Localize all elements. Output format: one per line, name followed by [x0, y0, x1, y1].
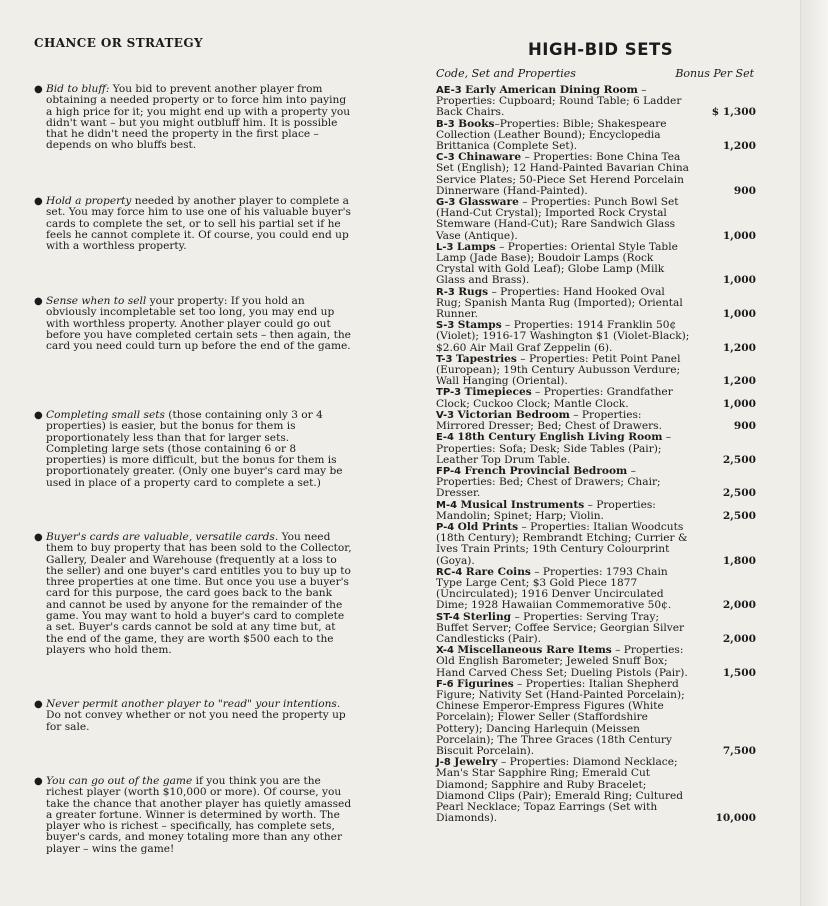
- tip-bid-to-bluff: [34, 84, 352, 152]
- tip-text: You need them to buy property that has been sold to the Collector, Gallery, Dealer and Warehouse (frequently at a loss to the seller) and one buyer's card entitles you to buy up to three properties at one time. But once you use a buyer's card for this purpose, the card goes back to the bank and cannot be used by anyone for the remainder of the game. You may want to hold a buyer's card to complete a set. Buyer's cards cannot be sold at any time but, at the end of the game, they are worth $500 each to the players who hold them.: [46, 531, 352, 656]
- tip-lead: You can go out of the game: [46, 775, 193, 787]
- column-header-set: Code, Set and Properties: [436, 67, 576, 80]
- set-properties: – Properties: Mirrored Dresser; Bed; Chest of Drawers.: [436, 408, 662, 433]
- tip-text: You bid to prevent another player from obtaining a needed property or to force him into paying a high price for it; you might end up with a property you didn't want – but you might outbluff him. It is possible that he didn't need the property in the first place – depends on who bluffs best.: [46, 83, 351, 152]
- set-entry: [436, 387, 756, 409]
- tip-text: (those containing only 3 or 4 properties) is easier, but the bonus for them is proportionately less than that for larger sets. Completing large sets (those containing 6 or 8 properties) is more difficult, but the bonus for them is proportionately greater. (Only one buyer's card may be used in place of a property card to complete a set.): [46, 409, 343, 489]
- set-name: Musical Instruments: [460, 498, 585, 511]
- set-code: F-6: [436, 678, 454, 690]
- set-bonus: 900: [733, 184, 756, 197]
- set-properties: – Properties: Mandolin; Spinet; Harp; Violin.: [436, 498, 656, 522]
- tip-lead: Buyer's cards are valuable, versatile cards.: [46, 531, 279, 543]
- set-properties: – Properties: Bed; Chest of Drawers; Chair; Dresser.: [436, 464, 661, 500]
- set-bonus: 1,200: [722, 140, 756, 153]
- bullet-icon: ●: [34, 296, 43, 307]
- set-bonus: 2,500: [722, 453, 756, 466]
- set-name: Rare Coins: [465, 565, 531, 578]
- tip-text: if you think you are the richest player (worth $10,000 or more). Of course, you take the chance that another player has quietly amassed a greater fortune. Winner is determined by worth. The player who is richest – specifically, has complete sets, buyer's cards, and money totaling more than any other player – wins the game!: [46, 775, 352, 855]
- set-name: Figurines: [457, 677, 514, 690]
- sets-list: [436, 85, 756, 824]
- bullet-icon: ●: [34, 84, 43, 95]
- set-code: P-4: [436, 521, 455, 533]
- set-code: RC-4: [436, 566, 463, 578]
- set-bonus: 2,500: [722, 487, 756, 500]
- set-name: 18th Century English Living Room: [457, 431, 663, 444]
- set-bonus: 1,800: [722, 554, 756, 567]
- set-properties: – Properties: Diamond Necklace; Man's Star Sapphire Ring; Emerald Cut Diamond; Sapphire and Ruby Bracelet; Diamond Clips (Pair); Emerald Ring; Cultured Pearl Necklace; Topaz Earrings (Set with Diamonds).: [436, 756, 684, 825]
- set-properties: – Properties: Italian Shepherd Figure; Nativity Set (Hand-Painted Porcelain); Chinese Emperor-Empress Figures (White Porcelain); Flower Seller (Staffordshire Pottery); Dancing Harlequin (Meissen Porcelain); The Three Graces (18th Century Biscuit Porcelain).: [436, 677, 685, 757]
- set-code: L-3: [436, 241, 454, 253]
- set-entry: [436, 679, 756, 757]
- set-bonus: 7,500: [722, 744, 756, 757]
- set-properties: – Properties: Petit Point Panel (European); 19th Century Aubusson Verdure; Wall Hanging (Oriental).: [436, 352, 681, 388]
- set-properties: – Properties: Italian Woodcuts (18th Century); Rembrandt Etching; Currier & Ives Train Prints; 19th Century Colourprint (Goya).: [436, 520, 688, 567]
- set-entry: [436, 466, 756, 500]
- set-bonus: 1,000: [722, 397, 756, 410]
- set-code: C-3: [436, 152, 455, 164]
- set-name: Early American Dining Room: [465, 84, 638, 96]
- set-properties: – Properties: Bone China Tea Set (English); 12 Hand-Painted Bavarian China Service Plates; 50-Piece Set Herend Porcelain Dinnerware (Hand-Painted).: [436, 151, 689, 197]
- set-name: Miscellaneous Rare Items: [457, 644, 612, 657]
- set-name: Timepieces: [464, 386, 532, 399]
- tip-lead: Sense when to sell: [46, 295, 147, 307]
- set-properties: –Properties: Bible; Shakespeare Collection (Leather Bound); Encyclopedia Brittanica (Complete Set).: [436, 117, 667, 153]
- set-entry: [436, 612, 756, 646]
- tip-go-out-of-game: [34, 776, 352, 855]
- set-name: Old Prints: [457, 520, 519, 533]
- set-entry: [436, 522, 756, 567]
- set-code: M-4: [436, 499, 458, 511]
- set-properties: – Properties: Hand Hooked Oval Rug; Spanish Manta Rug (Imported); Oriental Runner.: [436, 285, 683, 321]
- bullet-icon: ●: [34, 410, 43, 421]
- set-code: J-8: [436, 757, 451, 769]
- tip-hold-property: [34, 196, 352, 252]
- set-properties: – Properties: Old English Barometer; Jeweled Snuff Box; Hand Carved Chess Set; Dueling Pistols (Pair).: [436, 644, 688, 679]
- set-name: Glassware: [458, 196, 519, 209]
- set-entry: [436, 354, 756, 388]
- tip-buyers-cards: [34, 532, 352, 656]
- set-entry: [436, 197, 756, 242]
- bullet-icon: ●: [34, 699, 43, 710]
- tip-never-permit: [34, 699, 352, 733]
- set-entry: [436, 287, 756, 321]
- set-properties: – Properties: 1914 Franklin 50¢ (Violet); 1916-17 Washington $1 (Violet-Black); $2.60 Air Mail Graf Zeppelin (6).: [436, 319, 690, 354]
- set-name: Books: [458, 117, 495, 130]
- set-bonus: 1,000: [722, 308, 756, 321]
- tip-text: Do not convey whether or not you need the property up for sale.: [46, 709, 346, 733]
- set-entry: [436, 757, 756, 824]
- set-code: ST-4: [436, 611, 460, 623]
- set-properties: – Properties: Grandfather Clock; Cuckoo Clock; Mantle Clock.: [436, 386, 673, 410]
- tip-sense-when-to-sell: [34, 296, 352, 352]
- set-properties: – Properties: Oriental Style Table Lamp (Jade Base); Boudoir Lamps (Rock Crystal with Gold Leaf); Globe Lamp (Milk Glass and Brass).: [436, 240, 678, 287]
- set-bonus: 2,000: [722, 599, 756, 612]
- set-code: T-3: [436, 353, 453, 365]
- bullet-icon: ●: [34, 776, 43, 787]
- tip-lead: Hold a property: [46, 195, 132, 207]
- set-code: V-3: [436, 409, 455, 421]
- section-heading: CHANCE OR STRATEGY: [34, 36, 203, 50]
- set-code: FP-4: [436, 465, 462, 477]
- tip-text: needed by another player to complete a set. You may force him to use one of his valuable buyer's cards to complete the set, or to sell his partial set if he feels he cannot complete it. Of course, you could end up with a worthless property.: [46, 195, 351, 253]
- set-bonus: 1,000: [722, 229, 756, 242]
- tip-completing-small-sets: [34, 410, 352, 489]
- column-header-bonus: Bonus Per Set: [675, 67, 754, 80]
- set-code: G-3: [436, 197, 456, 209]
- set-entry: [436, 567, 756, 612]
- table-header: [436, 67, 754, 80]
- tip-lead: Bid to bluff:: [46, 83, 110, 95]
- set-name: Tapestries: [455, 352, 517, 365]
- set-name: Sterling: [463, 610, 512, 623]
- set-bonus: 10,000: [715, 812, 756, 825]
- tip-lead: Never permit another player to "read" your intentions.: [46, 698, 341, 710]
- set-bonus: 1,000: [722, 274, 756, 287]
- bullet-icon: ●: [34, 532, 43, 543]
- set-properties: – Properties: Serving Tray; Buffet Server; Coffee Service; Georgian Silver Candlesticks (Pair).: [436, 610, 685, 645]
- set-name: Chinaware: [458, 151, 522, 164]
- set-bonus: 1,500: [722, 666, 756, 679]
- set-code: S-3: [436, 320, 455, 332]
- set-entry: [436, 320, 756, 354]
- set-entry: [436, 242, 756, 287]
- set-properties: – Properties: 1793 Chain Type Large Cent; $3 Gold Piece 1877 (Uncirculated); 1916 Denver Uncirculated Dime; 1928 Hawaiian Commemorative 50¢.: [436, 565, 672, 612]
- set-code: B-3: [436, 118, 455, 130]
- set-code: TP-3: [436, 387, 462, 399]
- set-entry: [436, 410, 756, 432]
- set-name: Jewelry: [454, 756, 498, 769]
- set-entry: [436, 119, 756, 153]
- tip-text: your property: If you hold an obviously incompletable set too long, you may end up with worthless property. Another player could go out before you have completed certain sets – then again, the card you need could turn up before the end of the game.: [46, 295, 351, 353]
- set-code: AE-3: [436, 85, 462, 96]
- page-title: HIGH-BID SETS: [528, 40, 674, 59]
- set-bonus: 900: [733, 420, 756, 433]
- set-bonus: 1,200: [722, 341, 756, 354]
- set-entry: [436, 85, 756, 119]
- set-code: X-4: [436, 645, 455, 657]
- set-entry: [436, 500, 756, 522]
- set-bonus: $ 1,300: [711, 106, 756, 119]
- set-properties: – Properties: Punch Bowl Set (Hand-Cut Crystal); Imported Rock Crystal Stemware (Hand-Cut); Rare Sandwich Glass Vase (Antique).: [436, 196, 679, 242]
- set-properties: – Properties: Sofa; Desk; Side Tables (Pair); Leather Top Drum Table.: [436, 431, 672, 466]
- tip-lead: Completing small sets: [46, 409, 165, 421]
- bullet-icon: ●: [34, 196, 43, 207]
- set-name: Victorian Bedroom: [457, 408, 570, 421]
- set-bonus: 2,500: [722, 509, 756, 522]
- set-name: French Provincial Bedroom: [464, 464, 628, 477]
- set-entry: [436, 152, 756, 197]
- set-bonus: 2,000: [722, 632, 756, 645]
- set-name: Rugs: [458, 285, 489, 298]
- set-properties: – Properties: Cupboard; Round Table; 6 Ladder Back Chairs.: [436, 84, 682, 119]
- set-code: E-4: [436, 432, 454, 444]
- set-name: Stamps: [457, 319, 502, 332]
- set-name: Lamps: [456, 240, 496, 253]
- set-entry: [436, 645, 756, 679]
- set-entry: [436, 432, 756, 466]
- set-code: R-3: [436, 286, 455, 298]
- set-bonus: 1,200: [722, 375, 756, 388]
- page-gutter: [800, 0, 828, 906]
